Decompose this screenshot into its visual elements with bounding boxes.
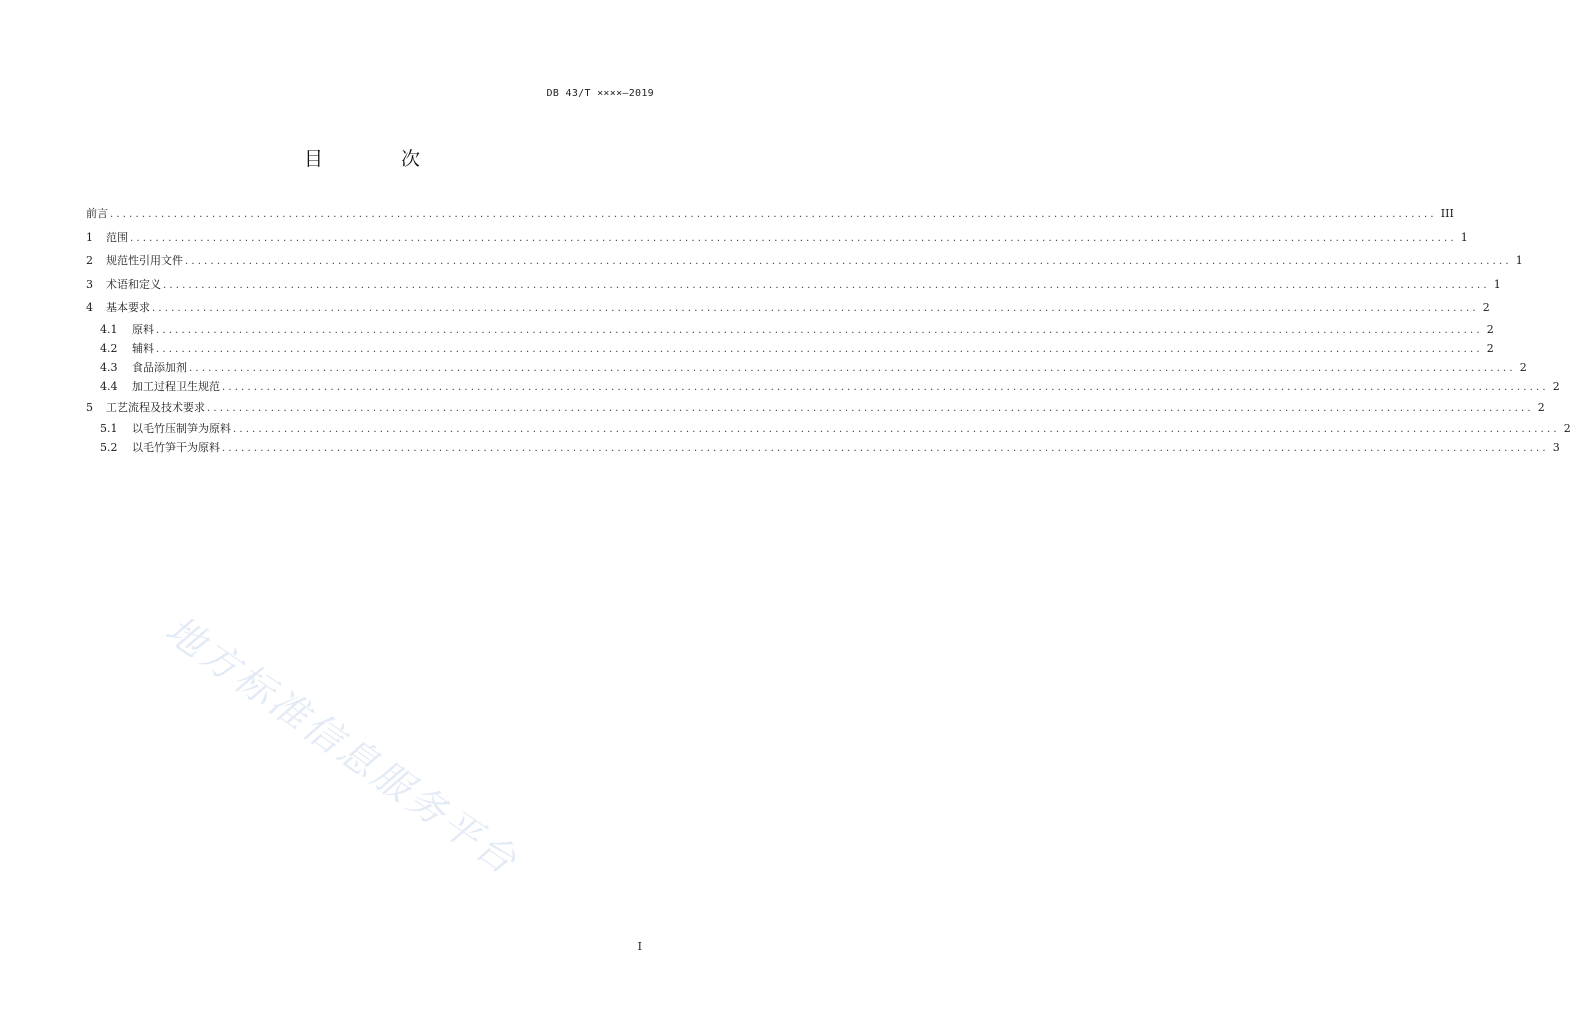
toc-entry-page: 1 (1460, 230, 1468, 244)
page-number: I (637, 940, 642, 953)
toc-entry[interactable] (86, 273, 1501, 297)
toc-entry-label: 以毛竹压制笋为原料 (132, 422, 231, 435)
toc-entry-number: 3 (86, 277, 93, 291)
toc-entry-label: 工艺流程及技术要求 (106, 400, 205, 414)
toc-entry-number: 4.1 (100, 322, 118, 336)
toc-leader-dots: ................................................................................................................................................................................................................ (189, 362, 1516, 374)
toc-entry-label: 加工过程卫生规范 (132, 379, 220, 393)
toc-entry-page: 2 (1519, 360, 1527, 374)
toc-entry-number: 4.3 (100, 360, 118, 374)
toc-entry[interactable] (86, 296, 1490, 320)
toc-entry-page: 2 (1486, 322, 1494, 336)
toc-entry-page: 2 (1537, 400, 1545, 414)
toc-entry-number: 1 (86, 230, 93, 244)
toc-entry[interactable] (86, 339, 1494, 358)
toc-entry-label: 前言 (86, 207, 108, 220)
toc-entry-number: 2 (86, 254, 93, 267)
toc-leader-dots: ................................................................................................................................................................................................................ (207, 402, 1534, 414)
page-title: 目 次 (303, 148, 457, 170)
toc-entry[interactable] (86, 358, 1527, 377)
toc-entry-page: 2 (1563, 422, 1571, 435)
toc-entry[interactable] (86, 419, 1571, 438)
toc-entry-label: 术语和定义 (106, 277, 161, 291)
standard-code: DB 43/T ××××—2019 (546, 88, 654, 99)
watermark: 地方标准信息服务平台 (157, 607, 527, 885)
toc-entry-label: 食品添加剂 (132, 360, 187, 374)
toc-entry-page: III (1440, 207, 1454, 220)
toc-leader-dots: ................................................................................................................................................................................................................ (110, 209, 1437, 220)
toc-leader-dots: ................................................................................................................................................................................................................ (163, 279, 1490, 291)
toc-entry[interactable] (86, 202, 1454, 226)
toc-entry-label: 原料 (132, 322, 154, 336)
toc-entry-number: 5 (86, 400, 93, 414)
toc-entry-label: 以毛竹笋干为原料 (132, 441, 220, 454)
toc-entry[interactable] (86, 226, 1468, 250)
toc-entry-label: 范围 (106, 230, 128, 244)
toc-leader-dots: ................................................................................................................................................................................................................ (130, 232, 1457, 244)
toc-leader-dots: ................................................................................................................................................................................................................ (156, 343, 1483, 355)
toc-entry[interactable] (86, 377, 1560, 396)
toc-entry[interactable] (86, 438, 1560, 457)
toc-entry-number: 4 (86, 301, 93, 314)
toc-entry-number: 5.2 (100, 441, 118, 454)
toc-entry[interactable] (86, 320, 1494, 339)
table-of-contents (86, 202, 1571, 457)
toc-entry-page: 3 (1552, 441, 1560, 454)
toc-entry-label: 基本要求 (106, 301, 150, 314)
toc-leader-dots: ................................................................................................................................................................................................................ (152, 303, 1479, 314)
toc-entry-number: 5.1 (100, 422, 118, 435)
toc-entry-number: 4.2 (100, 341, 118, 355)
toc-entry-label: 规范性引用文件 (106, 254, 183, 267)
toc-entry-page: 2 (1552, 379, 1560, 393)
toc-entry-page: 1 (1515, 254, 1523, 267)
toc-leader-dots: ................................................................................................................................................................................................................ (222, 443, 1549, 454)
toc-entry[interactable] (86, 249, 1523, 273)
toc-leader-dots: ................................................................................................................................................................................................................ (222, 381, 1549, 393)
toc-entry-page: 2 (1486, 341, 1494, 355)
toc-entry-page: 1 (1493, 277, 1501, 291)
toc-entry-number: 4.4 (100, 379, 118, 393)
toc-entry[interactable] (86, 396, 1545, 420)
toc-leader-dots: ................................................................................................................................................................................................................ (156, 324, 1483, 336)
toc-entry-label: 辅料 (132, 341, 154, 355)
toc-leader-dots: ................................................................................................................................................................................................................ (185, 256, 1512, 267)
toc-leader-dots: ................................................................................................................................................................................................................ (233, 424, 1560, 435)
toc-entry-page: 2 (1482, 301, 1490, 314)
